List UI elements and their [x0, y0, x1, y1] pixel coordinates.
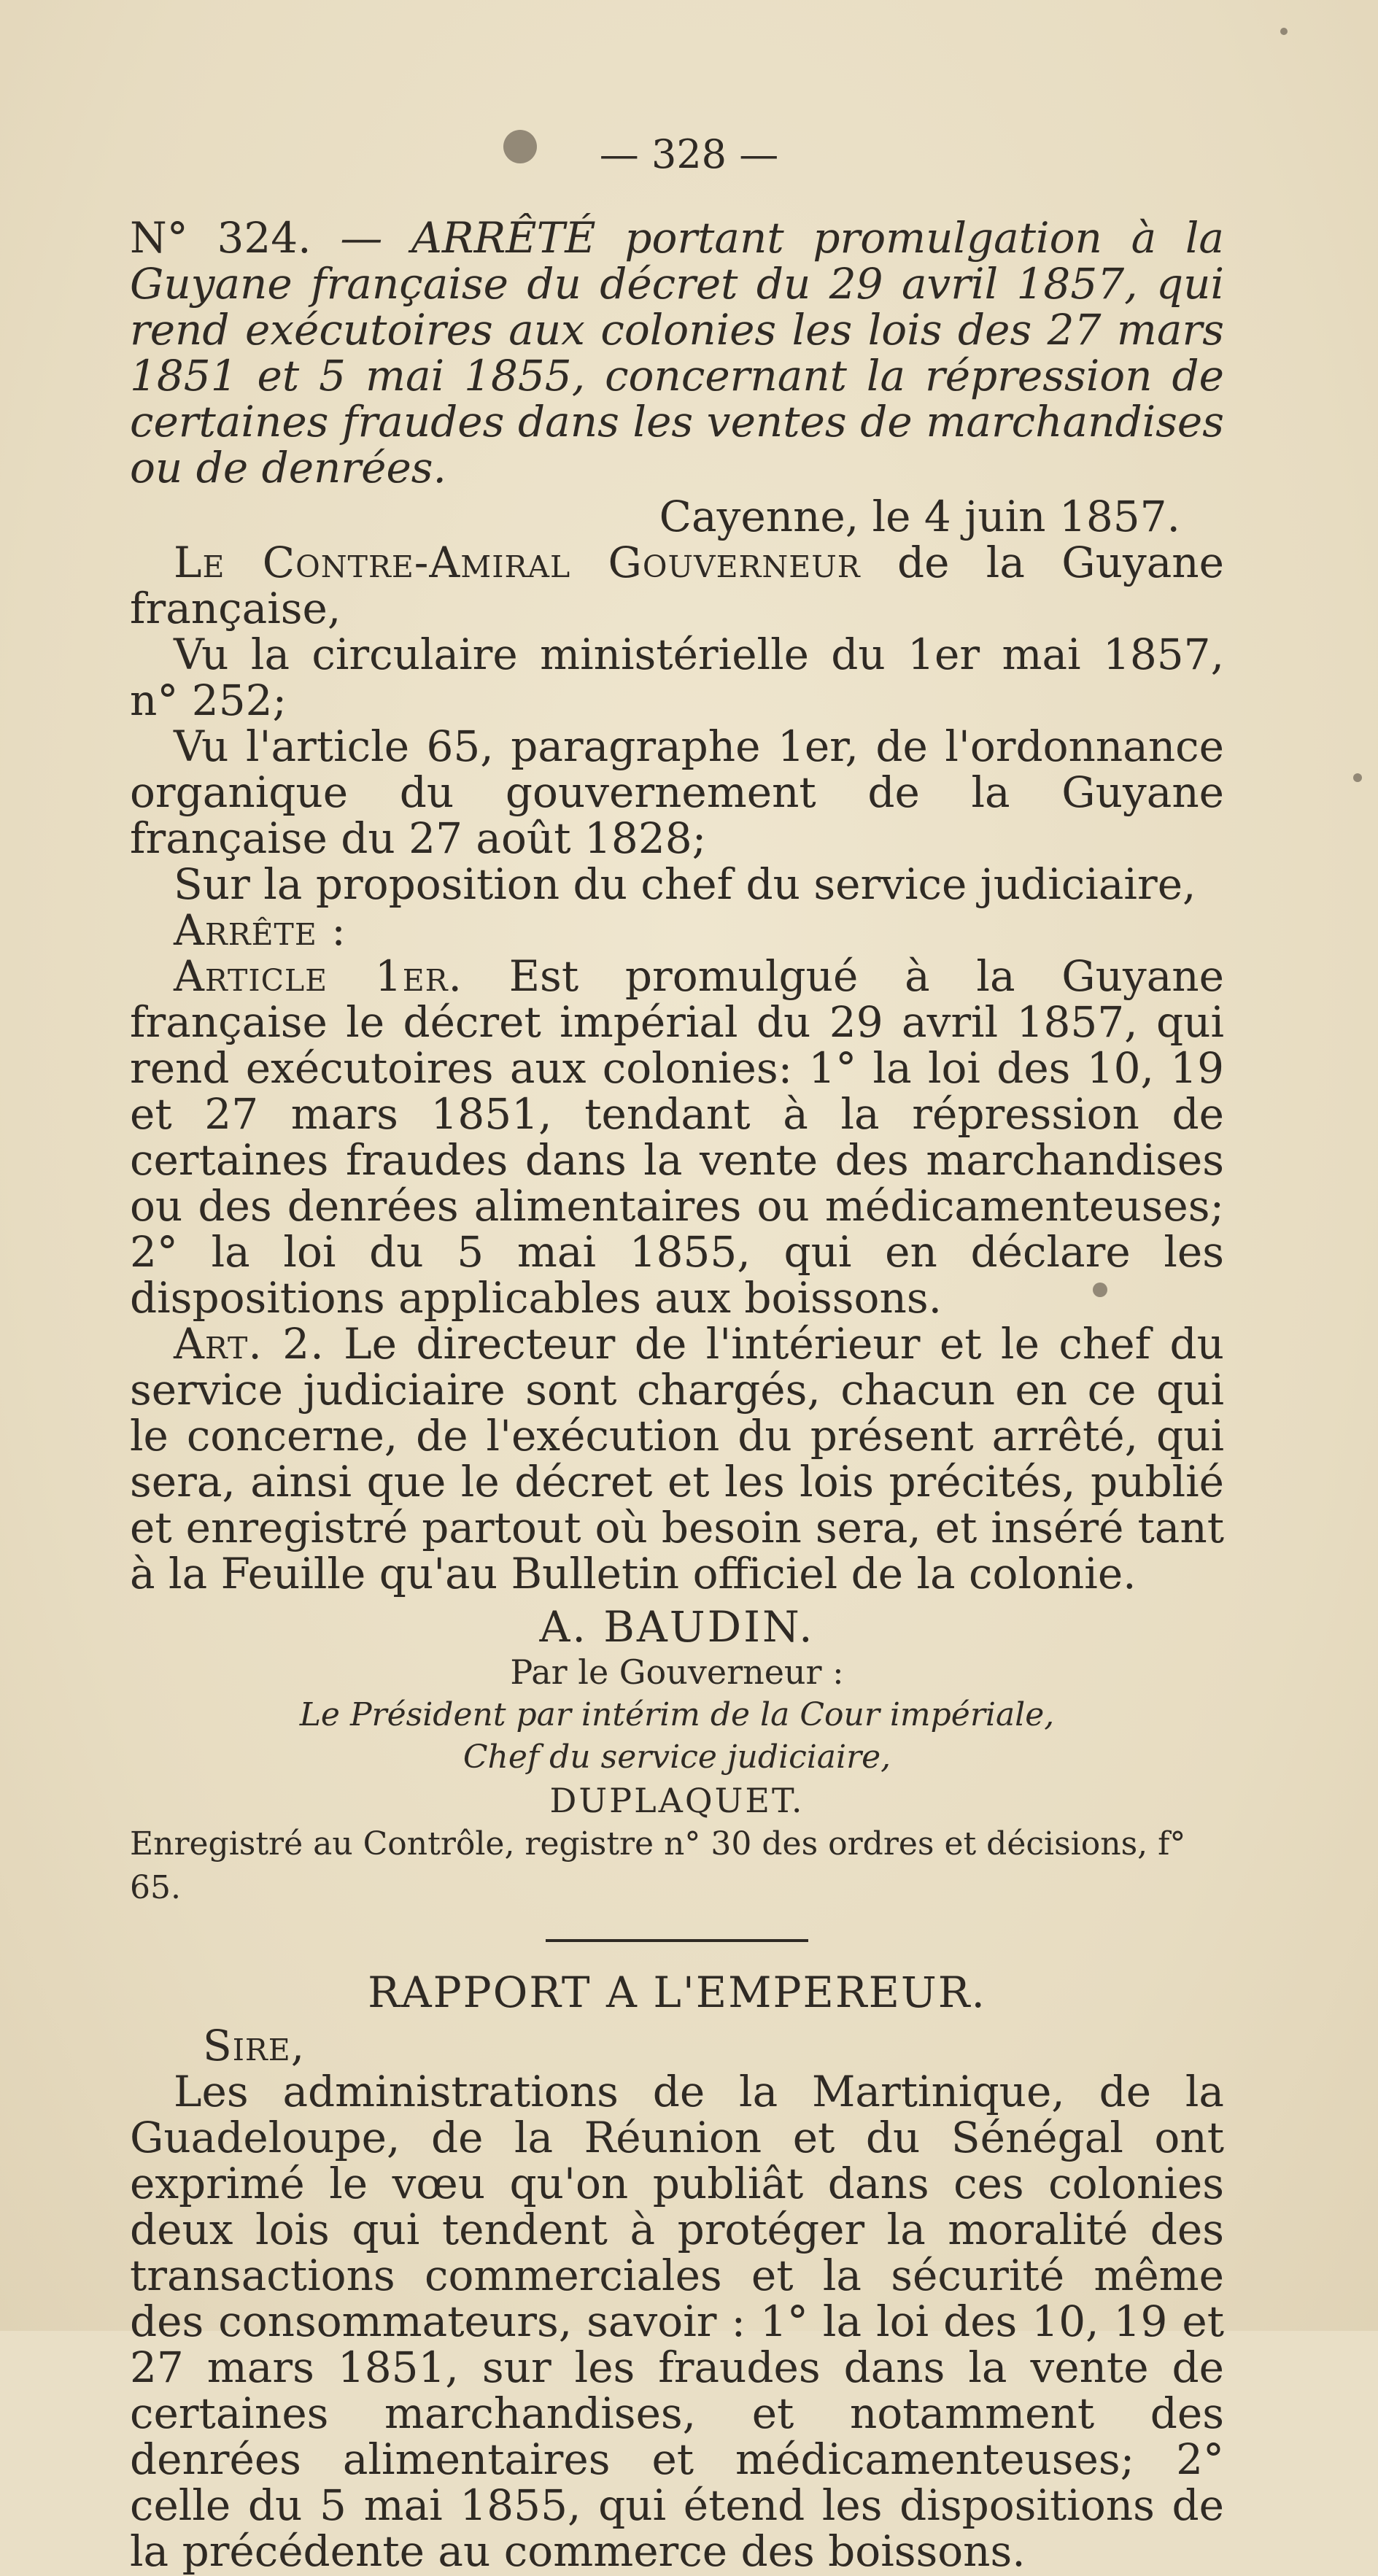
arrete-label: Arrête : — [174, 905, 347, 955]
report-salutation: Sire, — [203, 2021, 306, 2070]
article-1-label: Article 1er. — [174, 951, 462, 1001]
governor-title: Le Contre-Amiral Gouverneur — [174, 538, 861, 587]
decree-number: N° 324. — [130, 213, 311, 263]
signature: A. BAUDIN. — [539, 1602, 815, 1652]
article-1 — [130, 951, 1224, 1323]
ink-stain — [1353, 773, 1362, 782]
decree-title — [130, 215, 1224, 491]
report-heading: RAPPORT A L'EMPEREUR. — [368, 1968, 986, 2017]
governor-rest: de la Guyane française, — [130, 538, 1224, 633]
place-date: Cayenne, le 4 juin 1857. — [659, 492, 1180, 541]
sur-proposition: Sur la proposition du chef du service judiciaire, — [174, 859, 1196, 909]
ink-stain — [1280, 28, 1288, 35]
page-text — [130, 215, 1224, 2575]
article-2-text: Le directeur de l'intérieur et le chef du service judiciaire sont chargés, chacun en ce qui le concerne, de l'exécution du présent arrêté, qui sera, ainsi que le décret et les lois précités, publié et enregistré partout où besoin sera, et inséré tant à la Feuille qu'au Bulletin officiel de la colonie. — [130, 1319, 1224, 1598]
page-number: — 328 — — [599, 131, 779, 177]
section-divider — [546, 1939, 808, 1942]
registration-note: Enregistré au Contrôle, registre n° 30 des ordres et décisions, f° 65. — [130, 1825, 1186, 1906]
report-body: Les administrations de la Martinique, de la Guadeloupe, de la Réunion et du Sénégal ont exprimé le vœu qu'on publiât dans ces colonies deux lois qui tendent à protéger la moralité des transactions commerciales et la sécurité même des consommateurs, savoir : 1° la loi des 10, 19 et 27 mars 1851, sur les fraudes dans la vente de certaines marchandises, et notamment des denrées alimentaires et médicamenteuses; 2° celle du 5 mai 1855, qui étend les dispositions de la précédente au commerce des boissons. — [130, 2067, 1224, 2576]
article-2 — [130, 1321, 1224, 1597]
governor-line — [130, 540, 1224, 632]
vu-circulaire: Vu la circulaire ministérielle du 1er mai 1857, n° 252; — [130, 630, 1224, 725]
article-1-text: Est promulgué à la Guyane française le décret impérial du 29 avril 1857, qui rend exécutoires aux colonies: 1° la loi des 10, 19 et 27 mars 1851, tendant à la répression de certaines fraudes dans la vente des marchandises ou des denrées alimentaires ou médicamenteuses; 2° la loi du 5 mai 1855, qui en déclare les dispositions applicables aux boissons. — [130, 951, 1224, 1323]
decree-title-text: — ARRÊTÉ portant promulgation à la Guyane française du décret du 29 avril 1857, qui rend exécutoires aux colonies les lois des 27 mars 1851 et 5 mai 1855, concernant la répression de certaines fraudes dans les ventes de marchandises ou de denrées. — [130, 213, 1225, 492]
vu-article: Vu l'article 65, paragraphe 1er, de l'ordonnance organique du gouvernement de la Guyane française du 27 août 1828; — [130, 722, 1224, 863]
president-line-1: Le Président par intérim de la Cour impériale, — [299, 1696, 1055, 1733]
article-2-label: Art. 2. — [174, 1319, 325, 1369]
par-le-gouverneur: Par le Gouverneur : — [510, 1652, 844, 1692]
president-line-2: Chef du service judiciaire, — [462, 1738, 891, 1776]
countersignature: DUPLAQUET. — [549, 1781, 805, 1820]
